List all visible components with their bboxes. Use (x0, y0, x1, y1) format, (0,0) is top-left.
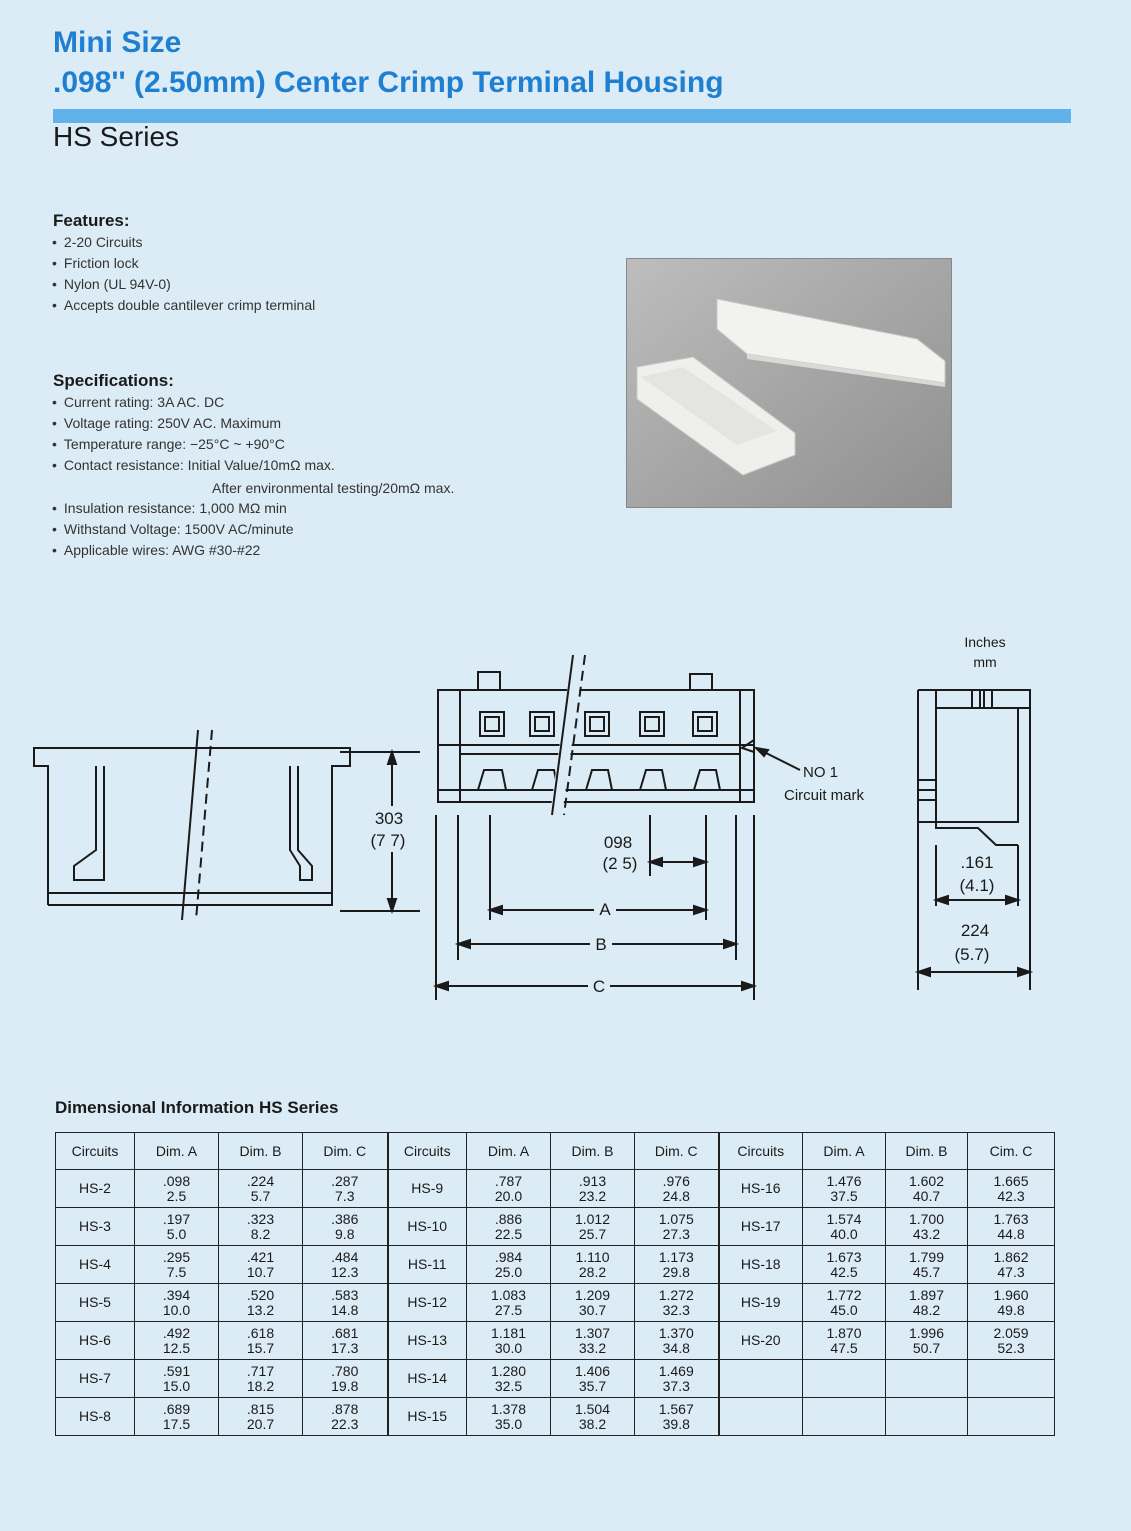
dimension-cell (303, 1246, 388, 1284)
dimension-mm: 47.5 (830, 1339, 858, 1356)
column-header: Circuits (388, 1133, 467, 1170)
dimension-mm: 8.2 (250, 1225, 271, 1242)
dimension-mm: 2.5 (166, 1187, 187, 1204)
dimension-inches: .520 (246, 1286, 275, 1303)
circuit-cell: HS-20 (719, 1322, 803, 1360)
dimension-inches: 1.469 (658, 1362, 694, 1379)
dimension-inches: .815 (246, 1400, 275, 1417)
circuit-cell: HS-15 (388, 1398, 467, 1436)
circuit-cell (719, 1360, 803, 1398)
dim-pitch-inches: 098 (603, 833, 633, 852)
dimension-cell (635, 1360, 719, 1398)
dimension-cell (551, 1398, 635, 1436)
dimension-inches: 1.862 (993, 1248, 1029, 1265)
dimension-cell (968, 1284, 1055, 1322)
spec-item: • Current rating: 3A AC. DC (52, 392, 335, 413)
dimension-mm: 43.2 (912, 1225, 941, 1242)
dimension-inches: .689 (162, 1400, 191, 1417)
dimension-mm: 27.3 (662, 1225, 690, 1242)
dimension-inches: 1.378 (490, 1400, 527, 1417)
dimension-cell (135, 1360, 219, 1398)
dimension-mm: 35.0 (494, 1415, 523, 1432)
dimension-cell (135, 1398, 219, 1436)
column-header: Dim. A (135, 1133, 219, 1170)
circuit-cell: HS-16 (719, 1170, 803, 1208)
dimension-inches: .717 (246, 1362, 275, 1379)
dimension-mm: 9.8 (335, 1225, 355, 1242)
column-header: Dim. B (551, 1133, 635, 1170)
dimension-mm: 17.5 (162, 1415, 191, 1432)
dimension-inches: 1.673 (826, 1248, 862, 1265)
dimension-cell (467, 1170, 551, 1208)
dimension-mm: 22.3 (331, 1415, 359, 1432)
dimension-cell (968, 1398, 1055, 1436)
dimension-mm: 7.3 (335, 1187, 355, 1204)
front-view (436, 655, 800, 1000)
dimension-mm: 49.8 (997, 1301, 1025, 1318)
dimension-inches: .591 (162, 1362, 191, 1379)
dimension-cell (303, 1360, 388, 1398)
circuit-cell: HS-7 (56, 1360, 135, 1398)
dimension-mm: 13.2 (246, 1301, 275, 1318)
spec-item: • Voltage rating: 250V AC. Maximum (52, 413, 335, 434)
dimension-cell (803, 1360, 886, 1398)
dimension-inches: 1.181 (490, 1324, 527, 1341)
dimension-inches: .886 (494, 1210, 523, 1227)
dimension-mm: 15.0 (162, 1377, 191, 1394)
dimension-cell (303, 1170, 388, 1208)
section-view (34, 730, 420, 920)
column-header: Dim. C (635, 1133, 719, 1170)
dimension-inches: 1.272 (658, 1286, 694, 1303)
dimension-mm: 27.5 (494, 1301, 523, 1318)
dimension-cell (219, 1322, 303, 1360)
dimension-inches: 1.870 (826, 1324, 862, 1341)
dim-height-inches: 303 (374, 809, 404, 828)
dimension-inches: 1.370 (658, 1324, 694, 1341)
dimension-mm: 19.8 (331, 1377, 359, 1394)
dimension-cell (886, 1246, 968, 1284)
dimension-cell (551, 1170, 635, 1208)
circuit-cell: HS-17 (719, 1208, 803, 1246)
dimension-inches: .618 (246, 1324, 275, 1341)
dimension-mm: 25.7 (578, 1225, 607, 1242)
table-row (56, 1246, 1055, 1284)
dimension-inches: .197 (162, 1210, 191, 1227)
circuit-cell: HS-4 (56, 1246, 135, 1284)
dimensions-table (55, 1132, 1055, 1436)
dimension-inches: 1.307 (574, 1324, 611, 1341)
dimension-cell (635, 1284, 719, 1322)
dim-label-c: C (592, 977, 606, 996)
dimension-inches: .421 (246, 1248, 275, 1265)
dimension-cell (635, 1208, 719, 1246)
dim-label-a: A (599, 900, 611, 919)
dimension-cell (968, 1208, 1055, 1246)
dimension-inches: 1.173 (658, 1248, 694, 1265)
dimension-cell (135, 1246, 219, 1284)
dimension-mm: 42.3 (997, 1187, 1025, 1204)
dimension-mm: 22.5 (494, 1225, 523, 1242)
column-header: Dim. C (303, 1133, 388, 1170)
circuit-cell: HS-6 (56, 1322, 135, 1360)
dimension-cell (303, 1398, 388, 1436)
dimension-mm: 12.5 (162, 1339, 191, 1356)
dimension-cell (551, 1360, 635, 1398)
page-title-line1: Mini Size (53, 26, 182, 59)
side-dim1-inches: .161 (960, 853, 994, 872)
table-row (56, 1322, 1055, 1360)
column-header: Dim. B (219, 1133, 303, 1170)
feature-item: • Friction lock (52, 253, 315, 274)
dimension-cell (551, 1208, 635, 1246)
dimension-inches: 1.799 (908, 1248, 945, 1265)
dimension-inches: .583 (331, 1286, 359, 1303)
dimension-mm: 5.0 (166, 1225, 187, 1242)
circuit-cell: HS-11 (388, 1246, 467, 1284)
dimension-cell (551, 1246, 635, 1284)
table-row (56, 1284, 1055, 1322)
column-header: Circuits (719, 1133, 803, 1170)
spec-item: • Contact resistance: Initial Value/10mΩ max. (52, 455, 335, 476)
dimension-mm: 20.0 (494, 1187, 523, 1204)
dimension-mm: 14.8 (331, 1301, 359, 1318)
dimension-inches: .913 (578, 1172, 607, 1189)
dimension-inches: 1.574 (826, 1210, 862, 1227)
dimension-inches: .295 (162, 1248, 191, 1265)
circuit-cell: HS-14 (388, 1360, 467, 1398)
dimension-mm: 15.7 (246, 1339, 275, 1356)
dimension-cell (968, 1170, 1055, 1208)
dimension-cell (467, 1398, 551, 1436)
dimension-mm: 10.0 (162, 1301, 191, 1318)
dimension-inches: .323 (246, 1210, 275, 1227)
dimension-inches: 1.567 (658, 1400, 694, 1417)
circuit-cell: HS-13 (388, 1322, 467, 1360)
dimension-mm: 52.3 (997, 1339, 1025, 1356)
dimension-mm: 44.8 (997, 1225, 1025, 1242)
dimension-mm: 39.8 (662, 1415, 690, 1432)
dimension-cell (803, 1398, 886, 1436)
dimension-mm: 38.2 (578, 1415, 607, 1432)
feature-item: • 2-20 Circuits (52, 232, 315, 253)
circuit-cell: HS-8 (56, 1398, 135, 1436)
column-header: Dim. B (886, 1133, 968, 1170)
dimension-inches: 1.960 (993, 1286, 1029, 1303)
dimension-inches: .780 (331, 1362, 359, 1379)
feature-item: • Nylon (UL 94V-0) (52, 274, 315, 295)
table-row (56, 1208, 1055, 1246)
dimension-cell (135, 1322, 219, 1360)
dimension-inches: 2.059 (993, 1324, 1029, 1341)
column-header: Cim. C (968, 1133, 1055, 1170)
circuit-cell: HS-19 (719, 1284, 803, 1322)
page-title-line2: .098'' (2.50mm) Center Crimp Terminal Housing (53, 66, 724, 99)
dimension-inches: 1.012 (574, 1210, 611, 1227)
dimension-inches: 1.075 (658, 1210, 694, 1227)
dimension-mm: 32.5 (494, 1377, 523, 1394)
circuit-mark-no: NO 1 (803, 764, 839, 781)
circuit-cell: HS-18 (719, 1246, 803, 1284)
dimension-mm: 10.7 (246, 1263, 275, 1280)
dimension-inches: 1.504 (574, 1400, 611, 1417)
dimension-cell (467, 1284, 551, 1322)
spec-item: • Insulation resistance: 1,000 MΩ min (52, 498, 294, 519)
dimension-cell (886, 1398, 968, 1436)
dimension-inches: 1.772 (826, 1286, 862, 1303)
circuit-mark-label: Circuit mark (784, 787, 865, 804)
dimension-cell (303, 1208, 388, 1246)
dimension-mm: 30.0 (494, 1339, 523, 1356)
spec-item: • Applicable wires: AWG #30-#22 (52, 540, 294, 561)
dimension-cell (467, 1360, 551, 1398)
dimension-cell (886, 1208, 968, 1246)
table-body (56, 1170, 1055, 1436)
dimension-cell (803, 1246, 886, 1284)
dimension-inches: 1.209 (574, 1286, 611, 1303)
column-header: Circuits (56, 1133, 135, 1170)
dimension-cell (135, 1284, 219, 1322)
dimension-inches: 1.083 (490, 1286, 527, 1303)
dimension-inches: .386 (331, 1210, 359, 1227)
circuit-cell: HS-3 (56, 1208, 135, 1246)
dimension-inches: 1.996 (908, 1324, 945, 1341)
dimension-inches: .484 (331, 1248, 359, 1265)
dimension-cell (551, 1322, 635, 1360)
dimension-mm: 37.5 (830, 1187, 858, 1204)
dimension-mm: 40.7 (912, 1187, 941, 1204)
dimension-mm: 47.3 (997, 1263, 1025, 1280)
dimension-mm: 18.2 (246, 1377, 275, 1394)
dimension-cell (968, 1360, 1055, 1398)
dimension-cell (803, 1170, 886, 1208)
dimension-inches: 1.602 (908, 1172, 945, 1189)
dimension-cell (219, 1246, 303, 1284)
dimension-inches: .976 (662, 1172, 690, 1189)
circuit-cell: HS-2 (56, 1170, 135, 1208)
dimension-cell (219, 1360, 303, 1398)
dimension-cell (467, 1208, 551, 1246)
dimension-cell (968, 1322, 1055, 1360)
dimension-mm: 25.0 (494, 1263, 523, 1280)
features-heading: Features: (53, 211, 130, 230)
dimension-cell (886, 1170, 968, 1208)
table-header-row (56, 1133, 1055, 1170)
units-inches: Inches (964, 634, 1006, 650)
dimension-inches: .787 (494, 1172, 523, 1189)
side-dim1-mm: (4.1) (959, 876, 995, 895)
dimension-mm: 5.7 (250, 1187, 271, 1204)
dimension-inches: .394 (162, 1286, 191, 1303)
dimension-cell (886, 1360, 968, 1398)
units-mm: mm (973, 654, 997, 670)
dimension-mm: 45.0 (830, 1301, 858, 1318)
dimension-cell (135, 1208, 219, 1246)
dimension-cell (635, 1322, 719, 1360)
dimension-mm: 7.5 (166, 1263, 187, 1280)
dimension-mm: 34.8 (662, 1339, 690, 1356)
circuit-cell: HS-10 (388, 1208, 467, 1246)
dimension-mm: 28.2 (578, 1263, 607, 1280)
circuit-cell (719, 1398, 803, 1436)
dimension-inches: 1.406 (574, 1362, 611, 1379)
spec-item: • Withstand Voltage: 1500V AC/minute (52, 519, 294, 540)
table-row (56, 1360, 1055, 1398)
column-header: Dim. A (467, 1133, 551, 1170)
dimension-cell (803, 1208, 886, 1246)
dimension-mm: 12.3 (331, 1263, 359, 1280)
dimension-mm: 50.7 (912, 1339, 941, 1356)
dimension-inches: 1.665 (993, 1172, 1029, 1189)
dimension-cell (219, 1208, 303, 1246)
specifications-heading: Specifications: (53, 371, 174, 390)
dimension-mm: 42.5 (830, 1263, 858, 1280)
dimension-inches: .224 (246, 1172, 275, 1189)
dimension-mm: 24.8 (662, 1187, 690, 1204)
dimension-mm: 37.3 (662, 1377, 690, 1394)
dimension-mm: 29.8 (662, 1263, 690, 1280)
dim-label-b: B (595, 935, 607, 954)
dimension-inches: 1.476 (826, 1172, 862, 1189)
dimension-cell (635, 1398, 719, 1436)
table-row (56, 1398, 1055, 1436)
dimension-inches: .098 (162, 1172, 191, 1189)
dimension-inches: 1.763 (993, 1210, 1029, 1227)
table-row (56, 1170, 1055, 1208)
dimension-mm: 45.7 (912, 1263, 941, 1280)
dimension-cell (303, 1322, 388, 1360)
dimension-cell (803, 1322, 886, 1360)
dimension-inches: .287 (331, 1172, 359, 1189)
dimension-cell (219, 1398, 303, 1436)
dimension-mm: 35.7 (578, 1377, 607, 1394)
dimension-inches: 1.897 (908, 1286, 945, 1303)
dimension-cell (135, 1170, 219, 1208)
dimension-mm: 17.3 (331, 1339, 359, 1356)
spec-item: • Temperature range: −25°C ~ +90°C (52, 434, 335, 455)
dimension-cell (635, 1246, 719, 1284)
dimension-cell (467, 1322, 551, 1360)
dimension-inches: 1.280 (490, 1362, 527, 1379)
dimension-cell (551, 1284, 635, 1322)
dimension-cell (219, 1170, 303, 1208)
dimension-inches: .681 (331, 1324, 359, 1341)
side-dim2-mm: (5.7) (954, 945, 990, 964)
dimension-cell (968, 1246, 1055, 1284)
dimension-cell (219, 1284, 303, 1322)
dimension-cell (886, 1284, 968, 1322)
circuit-cell: HS-12 (388, 1284, 467, 1322)
feature-item: • Accepts double cantilever crimp terminal (52, 295, 315, 316)
dimension-inches: 1.110 (575, 1248, 610, 1265)
circuit-cell: HS-9 (388, 1170, 467, 1208)
dim-height-mm: (7 7) (370, 831, 406, 850)
dimension-cell (803, 1284, 886, 1322)
dimension-cell (635, 1170, 719, 1208)
dimension-inches: 1.700 (908, 1210, 945, 1227)
dimension-mm: 32.3 (662, 1301, 690, 1318)
side-dim2-inches: 224 (960, 921, 990, 940)
dimension-mm: 40.0 (830, 1225, 858, 1242)
column-header: Dim. A (803, 1133, 886, 1170)
dimension-inches: .878 (331, 1400, 359, 1417)
dimension-mm: 30.7 (578, 1301, 607, 1318)
dimension-cell (467, 1246, 551, 1284)
dimension-inches: .984 (494, 1248, 523, 1265)
dimension-cell (886, 1322, 968, 1360)
dimension-mm: 20.7 (246, 1415, 275, 1432)
spec-item-continuation: After environmental testing/20mΩ max. (212, 480, 455, 496)
dimension-mm: 33.2 (578, 1339, 607, 1356)
dimension-mm: 23.2 (578, 1187, 607, 1204)
dimension-mm: 48.2 (912, 1301, 941, 1318)
circuit-cell: HS-5 (56, 1284, 135, 1322)
series-subtitle: HS Series (53, 121, 180, 152)
dim-pitch-mm: (2 5) (602, 854, 638, 873)
dimension-cell (303, 1284, 388, 1322)
table-title: Dimensional Information HS Series (55, 1098, 339, 1117)
dimension-inches: .492 (162, 1324, 191, 1341)
